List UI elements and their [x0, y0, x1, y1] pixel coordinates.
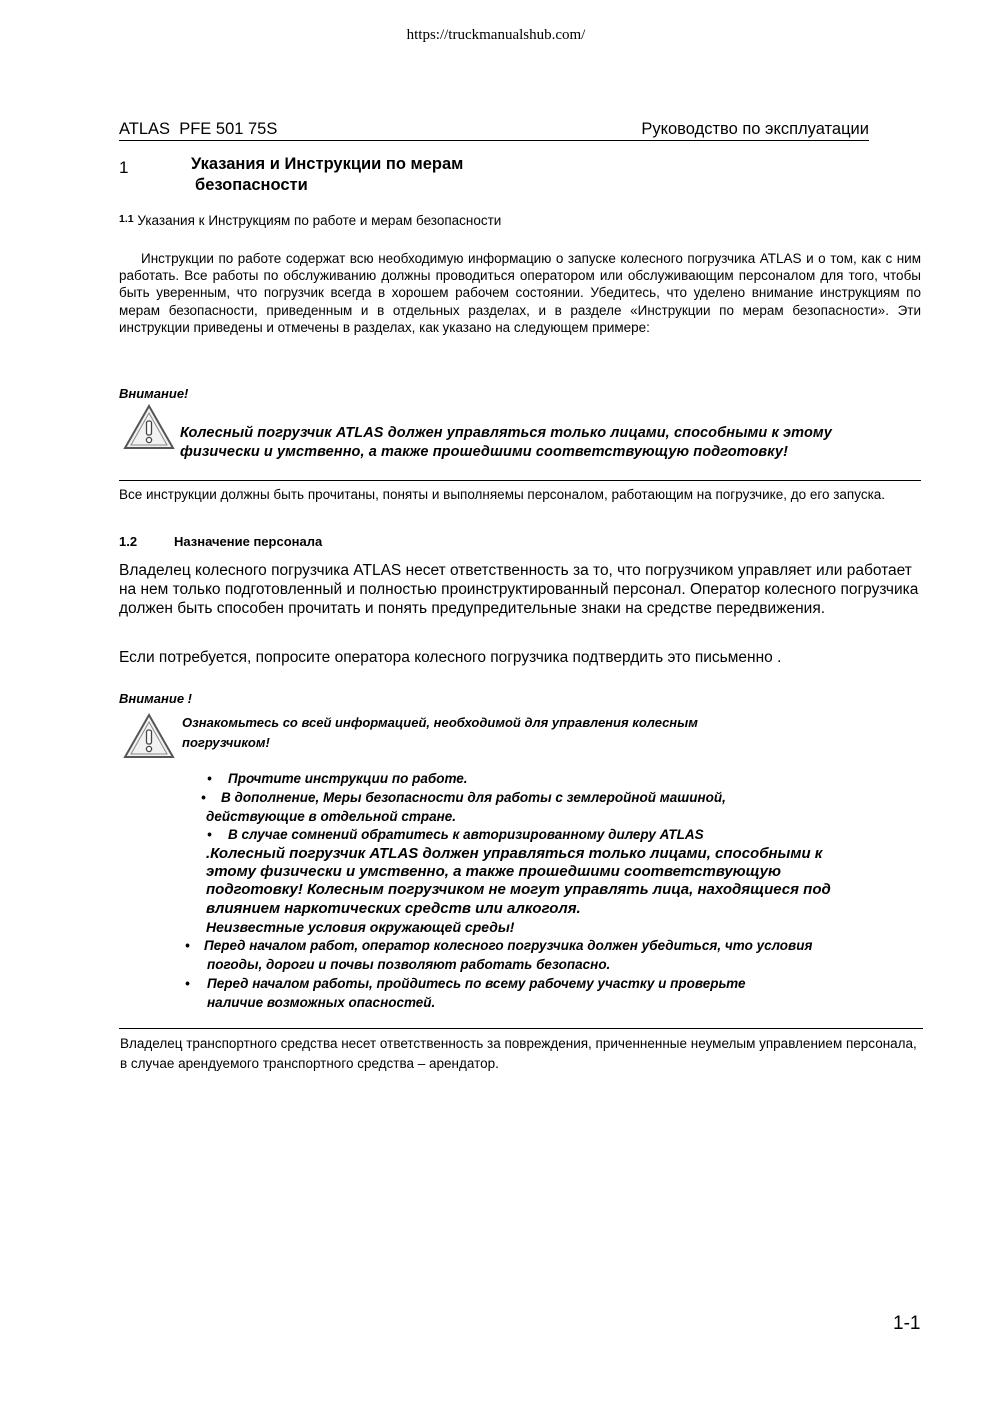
divider: [119, 480, 921, 481]
written-confirmation-paragraph: Если потребуется, попросите оператора колесного погрузчика подтвердить это письменно .: [119, 649, 782, 666]
warning-triangle-icon: [123, 404, 175, 455]
warning-text: [182, 713, 698, 753]
intro-paragraph: Инструкции по работе содержат всю необходимую информацию о запуске колесного погрузчика ATLAS и о том, как с ним работать. Все работы по обслуживанию должны проводиться оператором или обслуживающим персоналом для того, чтобы быть уверенным, что погрузчик всегда в хорошем рабочем состоянии. Убедитесь, что уделено внимание инструкциям по мерам безопасности, приведенным и в отдельных разделах, и в разделе «Инструкции по мерам безопасности». Эти инструкции приведены и отмечены в разделах, как указано на следующем примере:: [119, 251, 921, 335]
bullet-icon: •: [207, 827, 212, 842]
owner-responsibility-paragraph: Владелец транспортного средства несет ответственность за повреждения, приченненные неумелым управлением персонала, в случае арендуемого транспортного средства – арендатор.: [120, 1036, 917, 1071]
subsection-title: Указания к Инструкциям по работе и мерам безопасности: [137, 213, 502, 228]
list-item: этому физически и умственно, а также прошедшими соответствующую: [206, 863, 781, 880]
personnel-paragraph: Владелец колесного погрузчика ATLAS несет ответственность за то, что погрузчиком управляет или работает на нем только подготовленный и полностью проинструктированный персонал. Оператор колесного погрузчика должен быть способен прочитать и понять предупредительные знаки на средстве передвижения.: [119, 562, 919, 618]
warning-label: Внимание!: [119, 386, 189, 401]
divider: [119, 1028, 923, 1029]
list-item: Прочтите инструкции по работе.: [228, 771, 468, 786]
list-item: В дополнение, Меры безопасности для работы с землеройной машиной,: [221, 790, 726, 805]
section-number: 1: [119, 158, 129, 177]
warning-text-line2: физически и умственно, а также прошедшими соответствующую подготовку!: [180, 444, 788, 460]
section-title-line2: безопасности: [195, 176, 308, 194]
warning-text-line1: Колесный погрузчик ATLAS должен управляться только лицами, способными к этому: [180, 425, 832, 441]
list-item: Неизвестные условия окружающей среды!: [206, 919, 515, 935]
section-title-line1: Указания и Инструкции по мерам: [191, 155, 464, 173]
list-item: погоды, дороги и почвы позволяют работать безопасно.: [207, 957, 611, 972]
list-item: наличие возможных опасностей.: [207, 995, 436, 1010]
list-item: действующие в отдельной стране.: [206, 809, 457, 824]
list-item: Перед началом работ, оператор колесного погрузчика должен убедиться, что условия: [204, 938, 813, 953]
subsection-1-1-heading: [119, 213, 501, 228]
warning-text-line1: Ознакомьтесь со всей информацией, необходимой для управления колесным: [182, 715, 698, 730]
source-url[interactable]: https://truckmanualshub.com/: [406, 27, 586, 43]
warning-text: [180, 424, 925, 462]
list-item: влиянием наркотических средств или алкоголя.: [206, 900, 581, 917]
page-header: [119, 120, 869, 141]
warning-label: Внимание !: [119, 691, 192, 706]
section-title: [191, 154, 463, 196]
warning-text-line2: погрузчиком!: [182, 735, 270, 750]
read-instructions-paragraph: Все инструкции должны быть прочитаны, поняты и выполняемы персоналом, работающим на погрузчике, до его запуска.: [119, 487, 886, 502]
list-item: В случае сомнений обратитесь к авторизированному дилеру ATLAS: [228, 827, 704, 842]
header-manual-title: Руководство по эксплуатации: [641, 120, 869, 138]
page-number: 1-1: [893, 1313, 921, 1334]
warning-triangle-icon: [123, 713, 175, 764]
subsection-number: 1.1: [119, 213, 134, 225]
header-model: ATLAS PFE 501 75S: [119, 120, 278, 138]
bullet-icon: •: [185, 976, 190, 991]
list-item: Перед началом работы, пройдитесь по всему рабочему участку и проверьте: [207, 976, 746, 991]
subsection-number: 1.2: [119, 534, 138, 549]
list-item: подготовку! Колесным погрузчиком не могут управлять лица, находящиеся под: [206, 881, 831, 898]
list-item: .Колесный погрузчик ATLAS должен управляться только лицами, способными к: [206, 845, 823, 862]
bullet-icon: •: [201, 790, 206, 805]
bullet-icon: •: [185, 938, 190, 953]
bullet-icon: •: [207, 771, 212, 786]
subsection-title: Назначение персонала: [174, 534, 323, 549]
